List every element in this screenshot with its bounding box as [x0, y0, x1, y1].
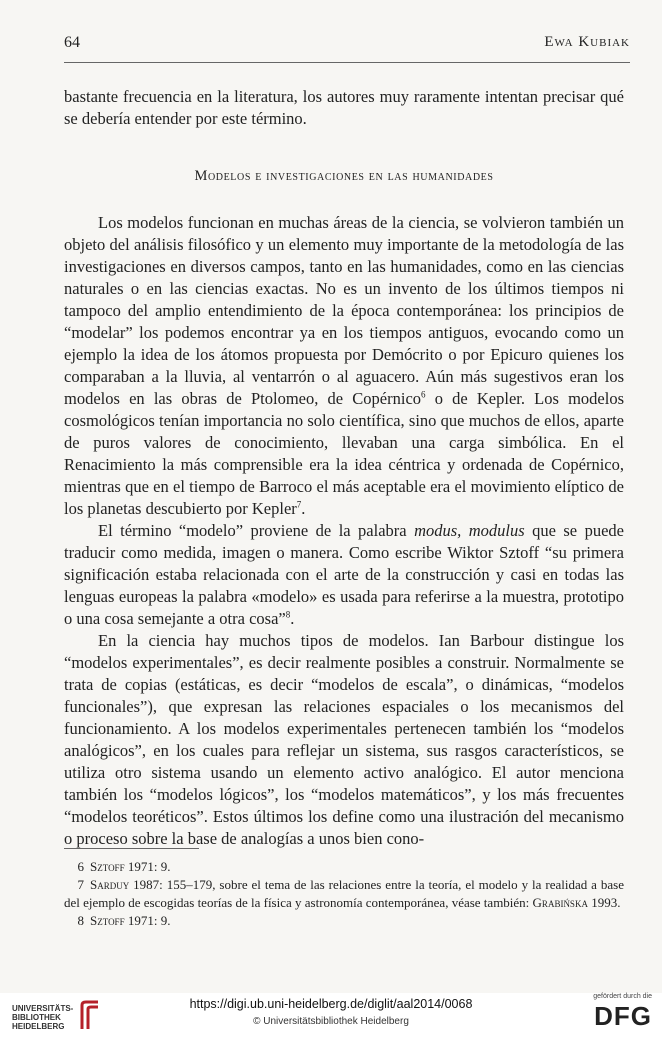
footnote-text: 1971: 9. [124, 913, 171, 928]
paragraph-3 [64, 520, 624, 630]
footnote-7 [64, 876, 624, 912]
header-rule [64, 62, 630, 63]
paragraph-3-end: . [290, 609, 295, 628]
footnote-8 [64, 912, 624, 930]
footnote-ref-8[interactable]: 8 [285, 609, 291, 620]
paragraph-1: bastante frecuencia en la literatura, los autores muy raramente intentan precisar qué se debería entender por este término. [64, 87, 624, 128]
university-name-line: HEIDELBERG [12, 1022, 65, 1031]
copyright-notice: © Universitätsbibliothek Heidelberg [253, 1016, 409, 1027]
footnote-author: Sztoff [90, 913, 125, 928]
footnote-author-2: Grabińska [532, 895, 588, 910]
footnote-text-2: 1993. [587, 895, 621, 910]
footnote-number: 6 [77, 859, 84, 874]
paragraph-2-text-b: o de Kepler. Los modelos cosmológicos tenían importancia no solo científica, sino que muchos de ellos, aparte de puros valores de conocimiento, llevaban una carga simbólica. En el Renacimiento la más comprensible era la idea céntrica y ordenada de Copérnico, mientras que en el tiempo de Barroco el más aceptable era el movimiento elíptico de los planetas descubierto por Kepler [64, 389, 625, 518]
page-header [64, 34, 630, 56]
section-title: Modelos e investigaciones en las humanidades [194, 168, 494, 184]
paragraph-2 [64, 212, 624, 520]
footnote-author: Sarduy [90, 877, 130, 892]
paragraph-3-text-a: El término “modelo” proviene de la palabra [98, 521, 415, 540]
main-text [64, 86, 624, 850]
permalink-url[interactable]: https://digi.ub.uni-heidelberg.de/diglit/aal2014/0068 [189, 997, 473, 1011]
footnote-ref-6[interactable]: 6 [421, 389, 426, 400]
footnote-number: 8 [77, 913, 84, 928]
footnote-separator [64, 848, 199, 849]
footnote-ref-7[interactable]: 7 [296, 499, 302, 510]
page-number: 64 [64, 34, 80, 51]
dfg-caption: gefördert durch die [593, 993, 652, 1000]
footnote-author: Sztoff [90, 859, 125, 874]
running-head: Ewa Kubiak [544, 34, 630, 50]
paragraph-3-italic: modus, modulus [414, 521, 525, 540]
university-name-line: BIBLIOTHEK [12, 1013, 61, 1022]
footnotes [64, 858, 624, 930]
paragraph-3-text-b: que se puede traducir como medida, imagen o manera. Como escribe Wiktor Sztoff “su primera significación estaba relacionada con el arte de la construcción y casi en todas las lenguas europeas la palabra «modelo» es usada para referirse a la muestra, prototipo o una cosa semejante a otra cosa” [64, 521, 624, 628]
footnote-text: 1971: 9. [124, 859, 171, 874]
paragraph-2-end: . [301, 499, 306, 518]
dfg-logo: DFG [594, 1001, 652, 1031]
footnote-6 [64, 858, 624, 876]
footnote-number: 7 [77, 877, 84, 892]
digitization-footer [0, 993, 662, 1037]
paragraph-4: En la ciencia hay muchos tipos de modelos. Ian Barbour distingue los “modelos experimentales”, es decir realmente posibles a construir. Normalmente se trata de copias (estáticas, es decir “modelos de escala”, o dinámicas, “modelos funcionales”), que expresan las relaciones espaciales o los mecanismos del funcionamiento. A los modelos experimentales pertenecen también los “modelos analógicos”, en los cuales para reflejar un sistema, sus rasgos característicos, se utiliza otro sistema usando un elemento activo analógico. El autor menciona también los “modelos lógicos”, los “modelos matemáticos”, y los más frecuentes “modelos teoréticos”. Estos últimos los define como una ilustración del mecanismo o proceso sobre la base de analogías a unos bien cono- [64, 631, 624, 848]
paragraph-2-text-a: Los modelos funcionan en muchas áreas de la ciencia, se volvieron también un objeto del análisis filosófico y un elemento muy importante de la metodología de las investigaciones en diversos campos, tanto en las humanidades, como en las ciencias naturales o en las ciencias exactas. No es un invento de los últimos tiempos ni tampoco del amplio entendimiento de la época contemporánea: los principios de “modelar” los podemos encontrar ya en los tiempos antiguos, evocando como un ejemplo la idea de los átomos propuesta por Demócrito o por Epicuro quienes los comparaban a la lluvia, al ventarrón o al aguacero. Aún más sugestivos eran los modelos en las obras de Ptolomeo, de Copérnico [64, 213, 624, 408]
dfg-funding[interactable] [582, 993, 652, 1037]
footnote-text: 1987: 155–179, sobre el tema de las relaciones entre la teoría, el modelo y la realidad a base del ejemplo de escogidas teorías de la física y astronomía contemporánea, véase también: [64, 877, 624, 910]
university-name-line: UNIVERSITÄTS- [12, 1004, 74, 1013]
